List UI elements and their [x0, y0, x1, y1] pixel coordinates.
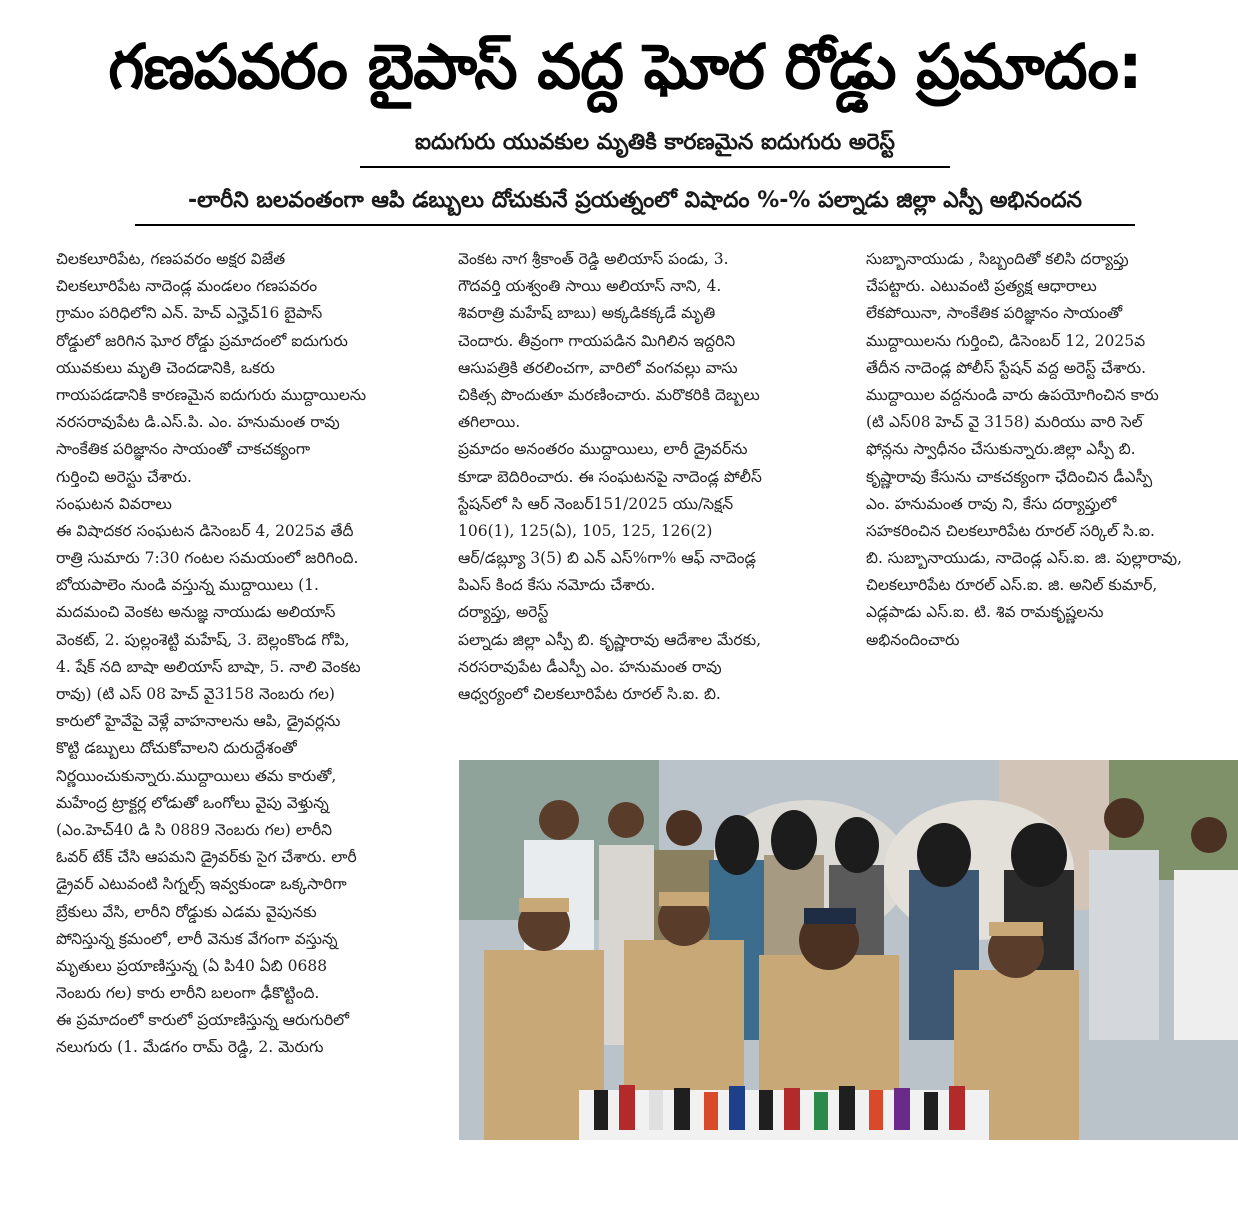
article-line: మృతులు ప్రయాణిస్తున్న (ఏ పి40 ఏబి 0688 [56, 956, 328, 975]
article-line: శివరాత్రి మహేష్ బాబు) అక్కడికక్కడే మృతి [458, 304, 716, 323]
article-line: మదమంచి వెంకట అనుజ్ఞ నాయుడు అలియాస్ [56, 603, 336, 622]
press-meet-illustration [459, 760, 1238, 1140]
headline: గణపవరం బైపాస్ వద్ద ఘోర రోడ్డు ప్రమాదం: [108, 30, 1142, 103]
article-line: గుర్తించి అరెస్టు చేశారు. [56, 467, 192, 486]
article-line: నలుగురు (1. మేడగం రామ్ రెడ్డి, 2. మెరుగు [56, 1038, 324, 1057]
article-line: సహకరించిన చిలకలూరిపేట రూరల్ సర్కిల్ సి.ఐ. [866, 521, 1155, 540]
article-line: నిర్ణయించుకున్నారు.ముద్దాయిలు తమ కారుతో, [56, 766, 337, 785]
article-line: స్టేషన్‌లో సి ఆర్ నెంబర్151/2025 యు/సెక్షన్ [458, 494, 734, 513]
article-line: కారులో హైవేపై వెళ్లే వాహనాలను ఆపి, డ్రైవర్లను [56, 712, 341, 731]
article-line: నెంబరు గల) కారు లారీని బలంగా ఢీకొట్టింది. [56, 984, 320, 1003]
article-line: గ్రామం పరిధిలోని ఎన్. హెచ్ ఎన్హెచ్16 బైపాస్ [56, 304, 323, 323]
article-line: కొట్టి డబ్బులు దోచుకోవాలని దురుద్దేశంతో [56, 739, 297, 758]
article-line: చిలకలూరిపేట, గణపవరం అక్షర విజేత [56, 250, 286, 268]
article-line: చెందారు. తీవ్రంగా గాయపడిన మిగిలిన ఇద్దరిని [458, 331, 736, 350]
subheadline-secondary: -లారీని బలవంతంగా ఆపి డబ్బులు దోచుకునే ప్రయత్నంలో విషాదం %-% పల్నాడు జిల్లా ఎస్పీ అభినందన [135, 186, 1135, 226]
article-line: కృష్ణారావు కేసును చాకచక్యంగా ఛేదించిన డీఎస్పీ [866, 467, 1153, 486]
article-line: రాత్రి సుమారు 7:30 గంటల సమయంలో జరిగింది. [56, 549, 359, 568]
article-line: తేదీన నాదెండ్ల పోలీస్ స్టేషన్ వద్ద అరెస్ట్ చేశారు. [866, 358, 1147, 377]
article-line: ముద్దాయిల వద్దనుండి వారు ఉపయోగించిన కారు [866, 385, 1159, 404]
article-line: నరసరావుపేట డి.ఎస్.పి. ఎం. హనుమంత రావు [56, 413, 340, 432]
article-line: (ఎం.హెచ్40 డి సి 0889 నెంబరు గల) లారీని [56, 820, 333, 839]
article-line: పిఎస్ కింద కేసు నమోదు చేశారు. [458, 576, 656, 595]
article-line: వెంకట నాగ శ్రీకాంత్ రెడ్డి అలియాస్ పండు, 3. [458, 250, 729, 268]
article-column-1 [56, 246, 438, 1062]
article-line: పల్నాడు జిల్లా ఎస్పీ బి. కృష్ణారావు ఆదేశాల మేరకు, [458, 630, 761, 649]
article-line: 4. షేక్ నది బాషా అలియాస్ బాషా, 5. నాలి వెంకట [56, 657, 361, 676]
article-line: ఓవర్ టేక్ చేసి ఆపమని డ్రైవర్‌కు సైగ చేశారు. లారీ [56, 848, 357, 867]
article-line: అభినందించారు [866, 630, 960, 649]
article-line: ఆర్/డబ్ల్యూ 3(5) బి ఎన్ ఎస్%గా% ఆఫ్ నాదెండ్ల [458, 549, 756, 568]
article-line: రోడ్డులో జరిగిన ఘోర రోడ్డు ప్రమాదంలో ఐదుగురు [56, 331, 348, 350]
article-line: ఎం. హనుమంత రావు ని, కేసు దర్యాప్తులో [866, 494, 1117, 513]
article-line: పోనిస్తున్న క్రమంలో, లారీ వెనుక వేగంగా వస్తున్న [56, 929, 338, 948]
article-line: ఆధ్వర్యంలో చిలకలూరిపేట రూరల్ సి.ఐ. బి. [458, 685, 721, 703]
article-line: బి. సుబ్బానాయుడు, నాదెండ్ల ఎస్.ఐ. జి. పుల్లారావు, [866, 549, 1183, 568]
article-line: బోయపాలెం నుండి వస్తున్న ముద్దాయిలు (1. [56, 576, 319, 595]
article-line: రావు) (టి ఎస్ 08 హెచ్ వై3158 నెంబరు గల) [56, 685, 335, 703]
article-line: చిలకలూరిపేట నాదెండ్ల మండలం గణపవరం [56, 277, 318, 296]
article-line: లేకపోయినా, సాంకేతిక పరిజ్ఞానం సాయంతో [866, 304, 1123, 323]
article-line: గాయపడడానికి కారణమైన ఐదుగురు ముద్దాయిలను [56, 385, 367, 404]
article-line: 106(1), 125(ఏ), 105, 125, 126(2) [458, 521, 713, 540]
article-line: చేపట్టారు. ఎటువంటి ప్రత్యక్ష ఆధారాలు [866, 277, 1097, 296]
article-line: (టి ఎస్08 హెచ్ వై 3158) మరియు వారి సెల్ [866, 413, 1143, 432]
article-line: వెంకట్, 2. పుల్లంశెట్టి మహేష్, 3. బెల్లంకొండ గోపి, [56, 630, 350, 649]
article-line: సంఘటన వివరాలు [56, 494, 172, 513]
article-line: మహేంద్ర ట్రాక్టర్ల లోడుతో ఒంగోలు వైపు వెళ్తున్న [56, 793, 329, 812]
article-line: నరసరావుపేట డీఎస్పీ ఎం. హనుమంత రావు [458, 657, 722, 676]
press-meet-photo [459, 760, 1238, 1140]
article-column-3 [866, 246, 1238, 654]
article-line: ఈ ప్రమాదంలో కారులో ప్రయాణిస్తున్న ఆరుగురిలో [56, 1011, 350, 1030]
article-line: కూడా బెదిరించారు. ఈ సంఘటనపై నాదెండ్ల పోలీస్ [458, 467, 762, 486]
article-line: తగిలాయి. [458, 413, 521, 432]
article-column-2 [458, 246, 840, 708]
subheadline-primary: ఐదుగురు యువకుల మృతికి కారణమైన ఐదుగురు అరెస్ట్ [360, 128, 950, 168]
article-line: సాంకేతిక పరిజ్ఞానం సాయంతో చాకచక్యంగా [56, 440, 311, 459]
article-line: ముద్దాయిలను గుర్తించి, డిసెంబర్ 12, 2025వ [866, 331, 1146, 350]
article-line: బ్రేకులు వేసి, లారీని రోడ్డుకు ఎడమ వైపునకు [56, 902, 317, 921]
article-line: చికిత్స పొందుతూ మరణించారు. మరొకరికి దెబ్బలు [458, 385, 760, 404]
article-line: దర్యాప్తు, అరెస్ట్ [458, 603, 549, 622]
article-line: యువకులు మృతి చెందడానికి, ఒకరు [56, 358, 275, 377]
article-line: చిలకలూరిపేట రూరల్ ఎస్.ఐ. జి. అనిల్ కుమార్, [866, 576, 1158, 595]
article-line: ఎడ్లపాడు ఎస్.ఐ. టి. శివ రామకృష్ణలను [866, 603, 1104, 622]
article-line: గౌదవర్తి యశ్వంతి సాయి అలియాస్ నాని, 4. [458, 277, 722, 296]
article-line: ఆసుపత్రికి తరలించగా, వారిలో వంగవల్లు వాసు [458, 358, 738, 377]
article-line: ప్రమాదం అనంతరం ముద్దాయిలు, లారీ డ్రైవర్‌ను [458, 440, 748, 459]
article-line: ఈ విషాదకర సంఘటన డిసెంబర్ 4, 2025వ తేదీ [56, 521, 354, 540]
article-line: డ్రైవర్ ఎటువంటి సిగ్నల్స్ ఇవ్వకుండా ఒక్కసారిగా [56, 875, 347, 894]
article-line: ఫోన్లను స్వాధీనం చేసుకున్నారు.జిల్లా ఎస్పీ బి. [866, 440, 1136, 459]
article-line: సుబ్బానాయుడు , సిబ్బందితో కలిసి దర్యాప్తు [866, 250, 1129, 268]
